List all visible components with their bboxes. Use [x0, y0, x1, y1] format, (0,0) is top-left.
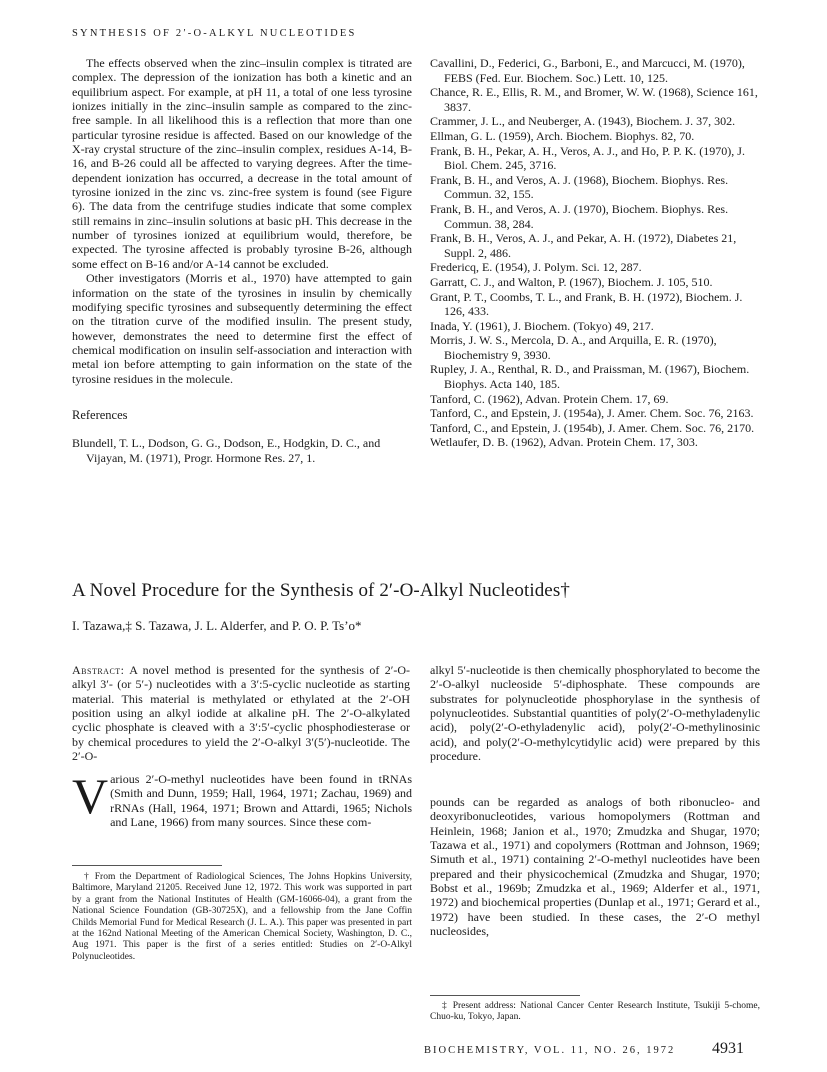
discussion-paragraph-1: The effects observed when the zinc–insulin complex is titrated are complex. The depression of the ionization has both a kinetic and an equilibrium aspect. For example, at pH 11, a total of one less tyrosine ionizes initially in the zinc–insulin sample as compared to the zinc-free sample. In all likelihood this is a reflection that more than one particular tyrosine residue is affected. Based on our knowledge of the X-ray crystal structure of the zinc–insulin complex, residues A-14, B-16, and B-26 could all be affected to varying degrees. After the time-dependent ionization has occurred, a decrease in the total amount of tyrosine ionized in the zinc vs. zinc-free system is found (see Figure 6). The data from the centrifuge studies indicate that some complex still remains in zinc–insulin solutions at basic pH. This decrease in the number of tyrosines ionized at equilibrium would, therefore, be expected. The tyrosine affected is probably tyrosine B-26, although some effect on B-16 and/or A-14 cannot be excluded.	[72, 56, 412, 271]
reference-item: Frank, B. H., Pekar, A. H., Veros, A. J., and Ho, P. P. K. (1970), J. Biol. Chem. 245, 3716.	[430, 143, 745, 173]
references-heading: References	[72, 407, 128, 422]
reference-item: Rupley, J. A., Renthal, R. D., and Praissman, M. (1967), Biochem. Biophys. Acta 140, 185.	[430, 362, 750, 392]
reference-item: Chance, R. E., Ellis, R. M., and Bromer, W. W. (1968), Science 161, 3837.	[430, 85, 758, 114]
body-right	[430, 795, 760, 938]
reference-item: Tanford, C., and Epstein, J. (1954a), J. Amer. Chem. Soc. 76, 2163.	[430, 406, 754, 421]
body-text-left: arious 2′-O-methyl nucleotides have been found in tRNAs (Smith and Dunn, 1959; Hall, 1964, 1971; Zachau, 1969) and rRNAs (Hall, 1964, 1971; Brown and Attardi, 1965; Nichols and Lane, 1966) from many sources. Since these com-	[110, 772, 412, 830]
journal-footer: BIOCHEMISTRY, VOL. 11, NO. 26, 1972	[424, 1045, 676, 1056]
footnote-rule-right	[430, 995, 580, 996]
reference-item: Frank, B. H., and Veros, A. J. (1970), Biochem. Biophys. Res. Commun. 38, 284.	[430, 201, 729, 231]
references-column	[430, 56, 760, 450]
reference-item: Wetlaufer, D. B. (1962), Advan. Protein Chem. 17, 303.	[430, 435, 698, 450]
abstract-left	[72, 663, 410, 763]
reference-item: Cavallini, D., Federici, G., Barboni, E., and Marcucci, M. (1970), FEBS (Fed. Eur. Biochem. Soc.) Lett. 10, 125.	[430, 56, 745, 85]
footnote-left	[72, 872, 412, 963]
reference-item: Tanford, C. (1962), Advan. Protein Chem. 17, 69.	[430, 391, 669, 406]
article-authors: I. Tazawa,‡ S. Tazawa, J. L. Alderfer, and P. O. P. Ts’o*	[72, 618, 362, 633]
footnote-text-right: ‡ Present address: National Cancer Center Research Institute, Tsukiji 5-chome, Chuo-ku, Tokyo, Japan.	[430, 1001, 760, 1023]
reference-item: Inada, Y. (1961), J. Biochem. (Tokyo) 49, 217.	[430, 318, 654, 333]
reference-item: Grant, P. T., Coombs, T. L., and Frank, B. H. (1972), Biochem. J. 126, 433.	[430, 289, 743, 319]
reference-item: Fredericq, E. (1954), J. Polym. Sci. 12, 287.	[430, 260, 642, 275]
footnote-right	[430, 1001, 760, 1024]
footnote-text-left: † From the Department of Radiological Sciences, The Johns Hopkins University, Baltimore, Maryland 21205. Received June 12, 1972. This work was supported in part by a grant from the National Institutes of Health (GM-16066-04), a grant from the National Science Foundation (GB-30725X), and a fellowship from the Jane Coffin Childs Memorial Fund for Medical Research (J. L. A.). This paper was presented in part at the 162nd National Meeting of the American Chemical Society, Washington, D. C., Aug 1971. This paper is the first of a series entitled: Studies on 2′-O-Alkyl Polynucleotides.	[72, 872, 412, 962]
drop-cap: V	[72, 768, 109, 824]
body-text-right: pounds can be regarded as analogs of both ribonucleo- and deoxyribonucleotides, various homopolymers (Rottman and Heinlein, 1968; Janion et al., 1970; Zmudzka and Shugar, 1970; Tazawa et al., 1971) and copolymers (Rottman and Johnson, 1969; Simuth et al., 1971) containing 2′-O-methyl nucleotides have been prepared and their physicochemical (Zmudzka and Shugar, 1970; Bobst et al., 1969b; Zmudzka et al., 1969; Alderfer et al., 1971, 1972) and biochemical properties (Dunlap et al., 1971; Gerard et al., 1972) have been studied. In these cases, the 2′-O methyl nucleosides,	[430, 795, 760, 939]
article-title: A Novel Procedure for the Synthesis of 2′-O-Alkyl Nucleotides†	[72, 580, 570, 601]
footnote-rule-left	[72, 865, 222, 866]
abstract-text-right: alkyl 5′-nucleotide is then chemically phosphorylated to become the 2′-O-alkyl nucleoside 5′-diphosphate. These compounds are substrates for polynucleotide phosphorylase in the synthesis of polynucleotides. Substantial quantities of poly(2′-O-methyladenylic acid), poly(2′-O-ethyladenylic acid), poly(2′-O-methylinosinic acid), and poly(2′-O-methylcytidylic acid) were prepared by this procedure.	[430, 663, 760, 764]
discussion-paragraph-2: Other investigators (Morris et al., 1970) have attempted to gain information on the state of the tyrosines in insulin by chemically modifying specific tyrosines and subsequently determining the effect on the titration curve of the modified insulin. The present study, however, demonstrates the need to determine first the effect of chemical modification on insulin self-association and interaction with metal ion before attempting to gain information on the state of the tyrosine residues in the molecule.	[72, 271, 412, 386]
abstract-right	[430, 663, 760, 763]
reference-item: Blundell, T. L., Dodson, G. G., Dodson, E., Hodgkin, D. C., and Vijayan, M. (1971), Progr. Hormone Res. 27, 1.	[72, 436, 381, 465]
abstract-text-left: A novel method is presented for the synthesis of 2′-O-alkyl 3′- (or 5′-) nucleotides with a 3′:5-cyclic nucleotide as starting material. This material is methylated or ethylated at the 2′-OH position using an alkyl iodide at alkaline pH. The 2′-O-alkylated cyclic phosphate is cleaved with a 3′:5′-cyclic phosphodiesterase or by chemical procedures to yield the 2′-O-alkyl 3′(5′)-nucleotide. The 2′-O-	[72, 663, 411, 764]
reference-item: Tanford, C., and Epstein, J. (1954b), J. Amer. Chem. Soc. 76, 2170.	[430, 420, 755, 435]
abstract-label: Abstract:	[72, 663, 125, 677]
page-number: 4931	[712, 1040, 744, 1057]
discussion-column	[72, 56, 412, 465]
reference-item: Garratt, C. J., and Walton, P. (1967), Biochem. J. 105, 510.	[430, 274, 713, 289]
reference-item: Frank, B. H., and Veros, A. J. (1968), Biochem. Biophys. Res. Commun. 32, 155.	[430, 172, 729, 202]
reference-item: Ellman, G. L. (1959), Arch. Biochem. Biophys. 82, 70.	[430, 128, 695, 143]
running-header: SYNTHESIS OF 2′-O-ALKYL NUCLEOTIDES	[72, 28, 357, 39]
reference-item: Crammer, J. L., and Neuberger, A. (1943), Biochem. J. 37, 302.	[430, 114, 736, 129]
reference-item: Frank, B. H., Veros, A. J., and Pekar, A. H. (1972), Diabetes 21, Suppl. 2, 486.	[430, 231, 737, 260]
reference-item: Morris, J. W. S., Mercola, D. A., and Arquilla, E. R. (1970), Biochemistry 9, 3930.	[430, 333, 717, 362]
body-left	[72, 768, 412, 830]
